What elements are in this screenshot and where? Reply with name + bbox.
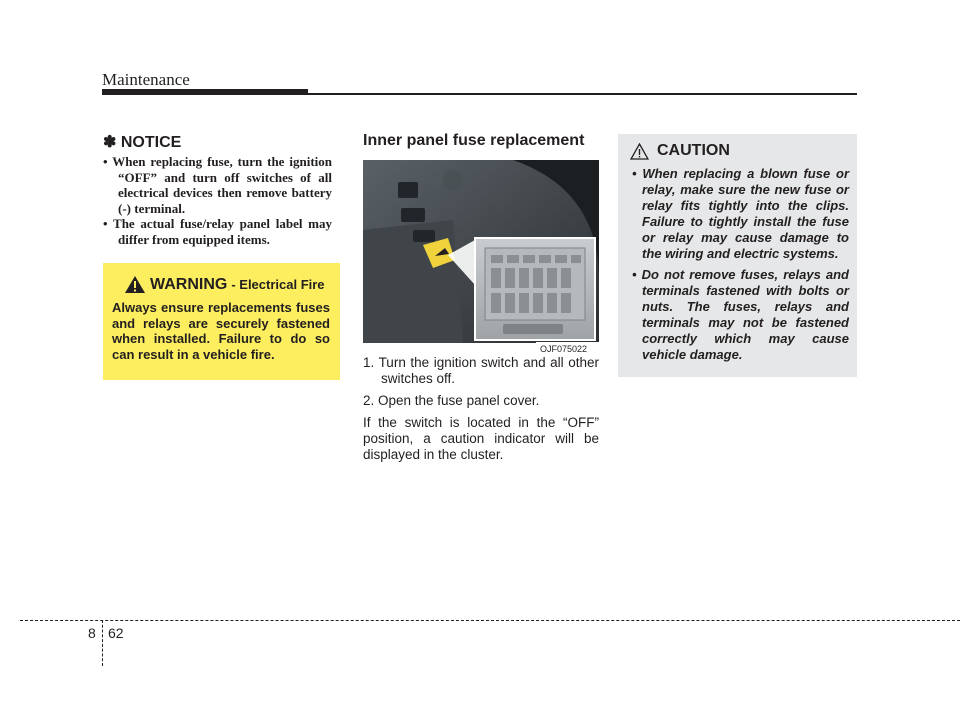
fuse-panel-illustration xyxy=(363,160,599,343)
header-rule xyxy=(102,93,857,95)
caution-word: CAUTION xyxy=(657,142,730,159)
notice-list xyxy=(103,154,332,247)
instruction-steps xyxy=(363,355,599,463)
caution-list xyxy=(628,166,849,363)
footer-rule xyxy=(20,620,960,621)
fuse-panel-figure xyxy=(363,160,599,343)
caution-box xyxy=(618,134,857,377)
figure-label: OJF075022 xyxy=(540,344,588,354)
step-item: 1. Turn the ignition switch and all other switches off. xyxy=(363,355,599,386)
caution-item: • Do not remove fuses, relays and terminals fastened with bolts or nuts. The fuses, relays and terminals may not be fastened correctly which may cause vehicle damage. xyxy=(632,267,849,362)
chapter-number: 8 xyxy=(88,625,96,641)
notice-item: • When replacing fuse, turn the ignition “OFF” and turn off switches of all electrical devices then remove battery (-) terminal. xyxy=(103,154,332,216)
page-number: 62 xyxy=(108,625,124,641)
warning-word: WARNING xyxy=(150,275,228,293)
caution-heading xyxy=(630,142,849,160)
caution-triangle-icon xyxy=(630,143,649,160)
caution-item: • When replacing a blown fuse or relay, make sure the new fuse or relay fits tightly into the clips. Failure to tightly install the fuse or relay may cause damage to the wiring and electric systems. xyxy=(632,166,849,261)
notice-title: ✽ NOTICE xyxy=(103,134,182,151)
warning-box xyxy=(103,263,340,380)
page-header-title: Maintenance xyxy=(102,70,190,89)
footer-divider xyxy=(102,620,103,666)
warning-triangle-icon xyxy=(124,275,146,294)
warning-subtitle: - Electrical Fire xyxy=(231,277,325,292)
step-item: 2. Open the fuse panel cover. xyxy=(363,393,540,408)
section-paragraph: If the switch is located in the “OFF” position, a caution indicator will be displayed in the cluster. xyxy=(363,415,599,462)
notice-item: • The actual fuse/relay panel label may differ from equipped items. xyxy=(103,216,332,247)
section-title: Inner panel fuse replacement xyxy=(363,132,585,149)
warning-heading xyxy=(124,275,330,294)
warning-text: Always ensure replacements fuses and relays are securely fastened when installed. Failure to do so can result in a vehicle fire. xyxy=(112,300,330,362)
